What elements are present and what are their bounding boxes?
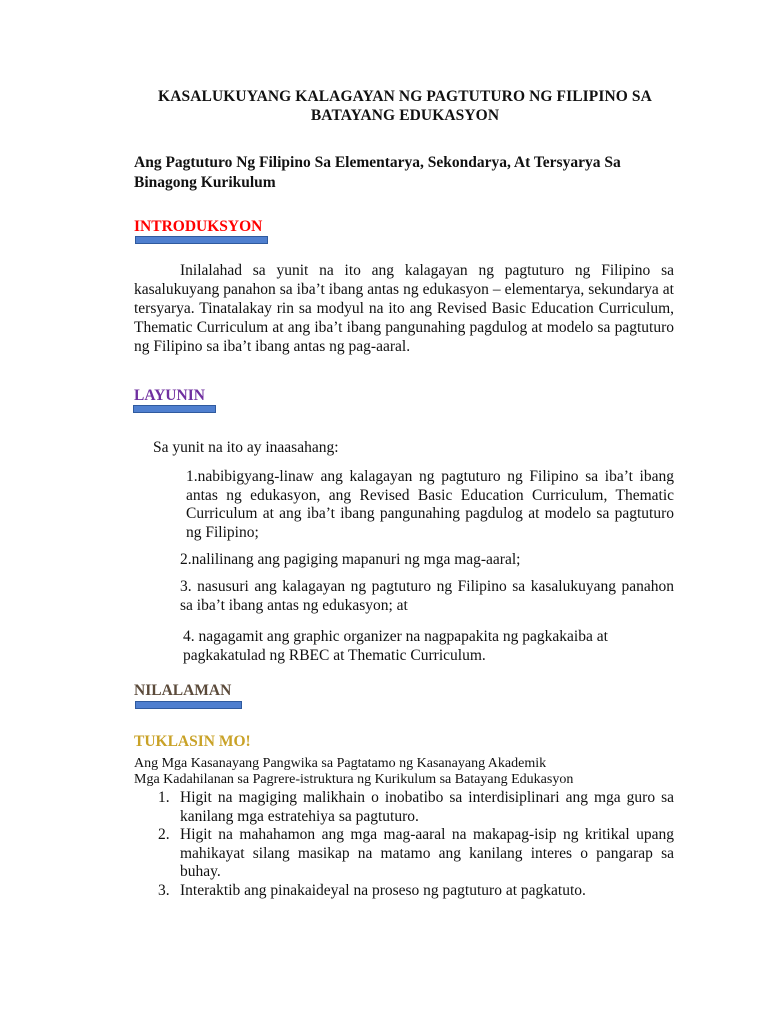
tuklasin-heading: TUKLASIN MO! (134, 733, 251, 750)
list-item-text: Interaktib ang pinakaideyal na proseso ng pagtuturo at pagkatuto. (180, 881, 586, 899)
tuklasin-numbered-list (134, 789, 674, 900)
layunin-underline-bar (133, 405, 216, 413)
list-item-number: 1. (158, 789, 170, 806)
list-item-number: 3. (158, 881, 170, 899)
nilalaman-underline-bar (135, 701, 242, 709)
introduksyon-paragraph-rest: kasalukuyang panahon sa iba’t ibang antas ng edukasyon – elementarya, sekundarya at tersyarya. Tinatalakay rin sa modyul na ito ang Revised Basic Education Curriculum, Thematic Curriculum at ang iba’t ibang pangunahing pagdulog at modelo sa pagtuturo ng Filipino sa iba’t ibang antas ng pag-aaral. (134, 281, 674, 355)
introduksyon-paragraph-first-line: Inilalahad sa yunit na ito ang kalagayan ng pagtuturo ng Filipino sa (180, 262, 674, 279)
list-item-text: Higit na magiging malikhain o inobatibo sa interdisiplinari ang mga guro sa kanilang mga estratehiya sa pagtuturo. (180, 789, 674, 825)
layunin-heading: LAYUNIN (134, 387, 205, 404)
introduksyon-heading: INTRODUKSYON (134, 218, 263, 235)
objective-4: 4. nagagamit ang graphic organizer na nagpapakita ng pagkakaiba at pagkakatulad ng RBEC at Thematic Curriculum. (183, 628, 608, 664)
introduksyon-underline-bar (135, 236, 268, 244)
list-item-text: Higit na mahahamon ang mga mag-aaral na makapag-isip ng kritikal upang mahikayat silang masikap na matamo ang kanilang interes o pangarap sa buhay. (180, 826, 674, 880)
introduksyon-paragraph (134, 261, 674, 356)
objective-3: 3. nasusuri ang kalagayan ng pagtuturo ng Filipino sa kasalukuyang panahon sa iba’t ibang antas ng edukasyon; at (180, 578, 674, 614)
objective-1: 1.nabibigyang-linaw ang kalagayan ng pagtuturo ng Filipino sa iba’t ibang antas ng edukasyon, ang Revised Basic Education Curriculum, Thematic Curriculum at ang iba’t ibang pangunahing pagdulog at modelo sa pagtuturo ng Filipino; (186, 468, 674, 541)
tuklasin-line-2: Mga Kadahilanan sa Pagrere-istruktura ng Kurikulum sa Batayang Edukasyon (134, 772, 574, 787)
tuklasin-line-1: Ang Mga Kasanayang Pangwika sa Pagtatamo ng Kasanayang Akademik (134, 756, 547, 771)
objective-2: 2.nalilinang ang pagiging mapanuri ng mga mag-aaral; (180, 551, 521, 568)
document-title: KASALUKUYANG KALAGAYAN NG PAGTUTURO NG FILIPINO SA BATAYANG EDUKASYON (158, 88, 652, 124)
list-item-number: 2. (158, 826, 170, 843)
list-item (134, 882, 674, 901)
document-subtitle: Ang Pagtuturo Ng Filipino Sa Elementarya, Sekondarya, At Tersyarya Sa Binagong Kurikulum (134, 154, 621, 191)
nilalaman-heading: NILALAMAN (134, 682, 232, 699)
layunin-intro: Sa yunit na ito ay inaasahang: (153, 439, 339, 456)
list-item (134, 789, 674, 826)
list-item (134, 826, 674, 882)
